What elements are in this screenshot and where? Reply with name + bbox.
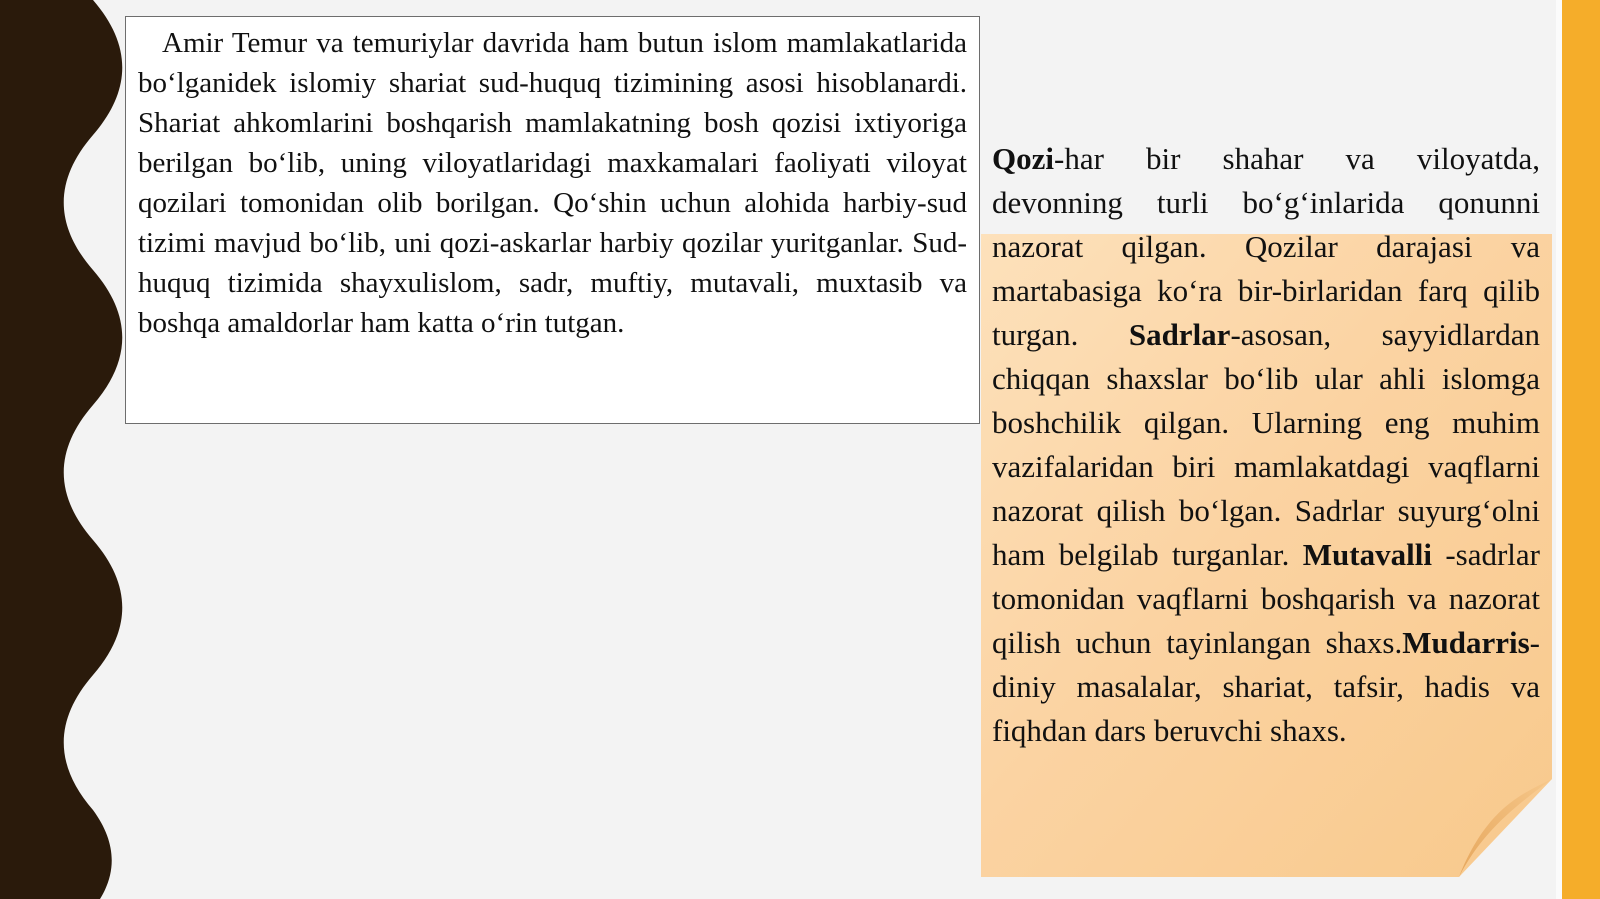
definition-mudarris: -diniy masalalar, shariat, tafsir, hadis va fiqhdan dars beruvchi shaxs. <box>992 625 1540 748</box>
definition-qozi: -har bir shahar va viloyatda, devonning turli bo‘g‘inlarida qonunni nazorat qilgan. Qozilar darajasi va martabasiga ko‘ra bir-birlaridan farq qilib turgan. <box>992 141 1540 352</box>
term-mutavalli: Mutavalli <box>1302 537 1432 572</box>
term-sadrlar: Sadrlar <box>1128 317 1231 352</box>
wavy-dark-band <box>0 0 130 899</box>
term-qozi: Qozi <box>992 141 1054 176</box>
term-mudarris: Mudarris <box>1402 625 1530 660</box>
main-text-box <box>125 16 980 424</box>
definition-mutavalli: -sadrlar tomonidan vaqflarni boshqarish va nazorat qilish uchun tayinlangan shaxs. <box>992 537 1540 660</box>
definition-sadrlar: -asosan, sayyidlardan chiqqan shaxslar bo‘lib ular ahli islomga boshchilik qilgan. Ularning eng muhim vazifalaridan biri mamlakatdagi vaqflarni nazorat qilish bo‘lgan. Sadrlar suyurg‘olni ham belgilab turganlar. <box>992 317 1540 572</box>
definitions-text <box>992 137 1540 753</box>
orange-accent-stripe <box>1562 0 1600 899</box>
main-paragraph: Amir Temur va temuriylar davrida ham butun islom mamlakatlarida bo‘lganidek islomiy shariat sud-huquq tizimining asosi hisoblanardi. Shariat ahkomlarini boshqarish mamlakatning bosh qozisi ixtiyoriga berilgan bo‘lib, uning viloyatlaridagi maxkamalari faoliyati viloyat qozilari tomonidan olib borilgan. Qo‘shin uchun alohida harbiy-sud tizimi mavjud bo‘lib, uni qozi-askarlar harbiy qozilar yuritganlar. Sud-huquq tizimida shayxulislom, sadr, muftiy, mutavali, muxtasib va boshqa amaldorlar ham katta o‘rin tutgan. <box>138 27 967 339</box>
